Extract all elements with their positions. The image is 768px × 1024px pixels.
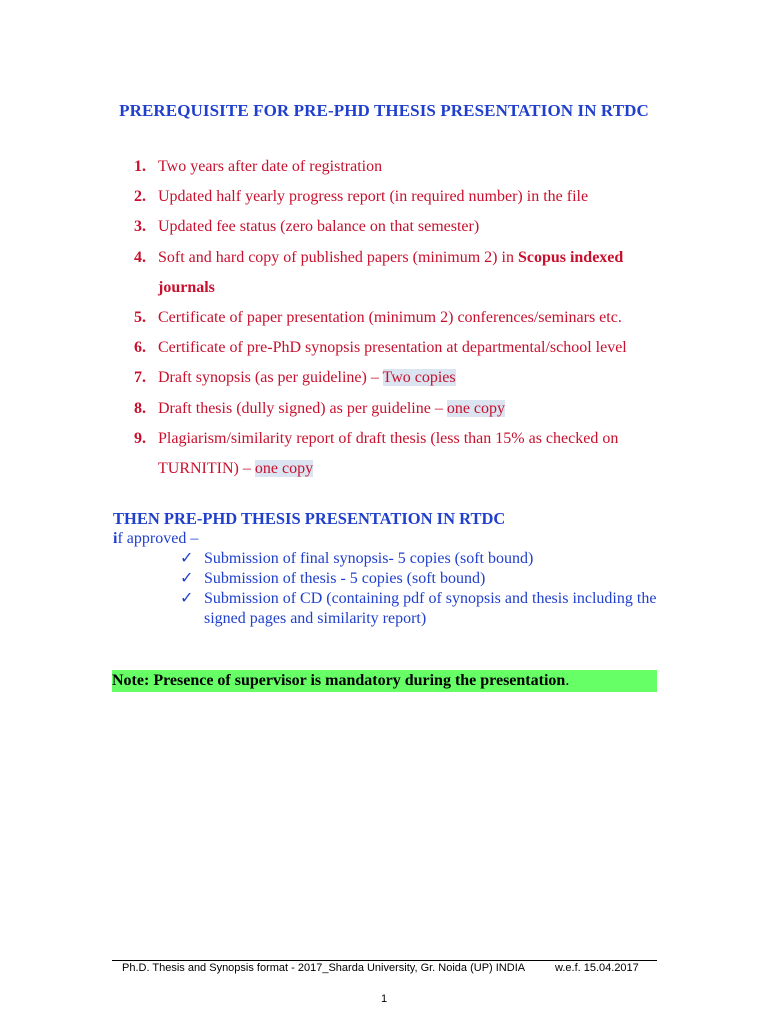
approval-line [113, 530, 198, 548]
check-icon: ✓ [180, 570, 194, 587]
item-number: 1. [134, 158, 146, 175]
checklist-text: Submission of thesis - 5 copies (soft bound) [204, 570, 486, 587]
check-icon: ✓ [180, 550, 194, 567]
item-text: Certificate of pre-PhD synopsis presentation at departmental/school level [158, 339, 627, 357]
item-text: Soft and hard copy of published papers (minimum 2) in [158, 248, 518, 266]
footer-text: Ph.D. Thesis and Synopsis format - 2017_Sharda University, Gr. Noida (UP) INDIA [122, 962, 526, 974]
checklist-item [180, 549, 670, 569]
list-item [110, 394, 670, 424]
item-text: Certificate of paper presentation (minimum 2) conferences/seminars etc. [158, 309, 622, 327]
list-item [110, 424, 670, 484]
item-text: Draft synopsis (as per guideline) – [158, 369, 383, 387]
item-text: Two years after date of registration [158, 158, 383, 175]
footer-date: w.e.f. 15.04.2017 [555, 962, 639, 974]
check-icon: ✓ [180, 590, 194, 607]
list-item [110, 363, 670, 393]
footer-divider [112, 960, 657, 961]
item-number: 6. [134, 339, 146, 357]
item-highlight: Two copies [382, 369, 456, 387]
page-number: 1 [380, 993, 388, 1005]
list-item [110, 303, 670, 333]
item-number: 3. [134, 218, 146, 236]
list-item [110, 182, 670, 212]
approval-initial: i [113, 530, 118, 547]
item-number: 7. [134, 369, 146, 387]
checklist-text: Submission of CD (containing pdf of synopsis and thesis including the signed pages and similarity report) [204, 590, 657, 627]
checklist-text: Submission of final synopsis- 5 copies (soft bound) [204, 550, 534, 567]
list-item [110, 333, 670, 363]
checklist-item [180, 589, 670, 629]
item-text: Updated fee status (zero balance on that semester) [158, 218, 480, 236]
submission-checklist [180, 549, 670, 629]
item-text: Draft thesis (dully signed) as per guideline – [158, 399, 447, 417]
approval-text: f approved – [117, 530, 199, 547]
item-highlight: one copy [446, 399, 506, 417]
item-highlight: one copy [254, 460, 314, 478]
item-number: 8. [134, 399, 146, 417]
list-item [110, 212, 670, 242]
note-tail: . [565, 672, 570, 689]
note-banner [112, 670, 657, 692]
list-item [110, 152, 670, 182]
item-number: 5. [134, 309, 146, 327]
section-heading: THEN PRE-PHD THESIS PRESENTATION IN RTDC [113, 509, 506, 528]
item-number: 2. [134, 188, 146, 206]
item-number: 9. [134, 429, 146, 447]
item-number: 4. [134, 248, 146, 266]
item-text: Plagiarism/similarity report of draft thesis (less than 15% as checked on TURNITIN) – [158, 429, 619, 478]
note-text: Note: Presence of supervisor is mandatory during the presentation [112, 672, 566, 689]
requirements-list [110, 152, 670, 484]
item-text: Updated half yearly progress report (in required number) in the file [158, 188, 589, 206]
item-text-bold: Scopus indexed journals [158, 248, 624, 296]
checklist-item [180, 569, 670, 589]
list-item [110, 243, 670, 303]
page-title: PREREQUISITE FOR PRE-PHD THESIS PRESENTATION IN RTDC [119, 101, 649, 120]
